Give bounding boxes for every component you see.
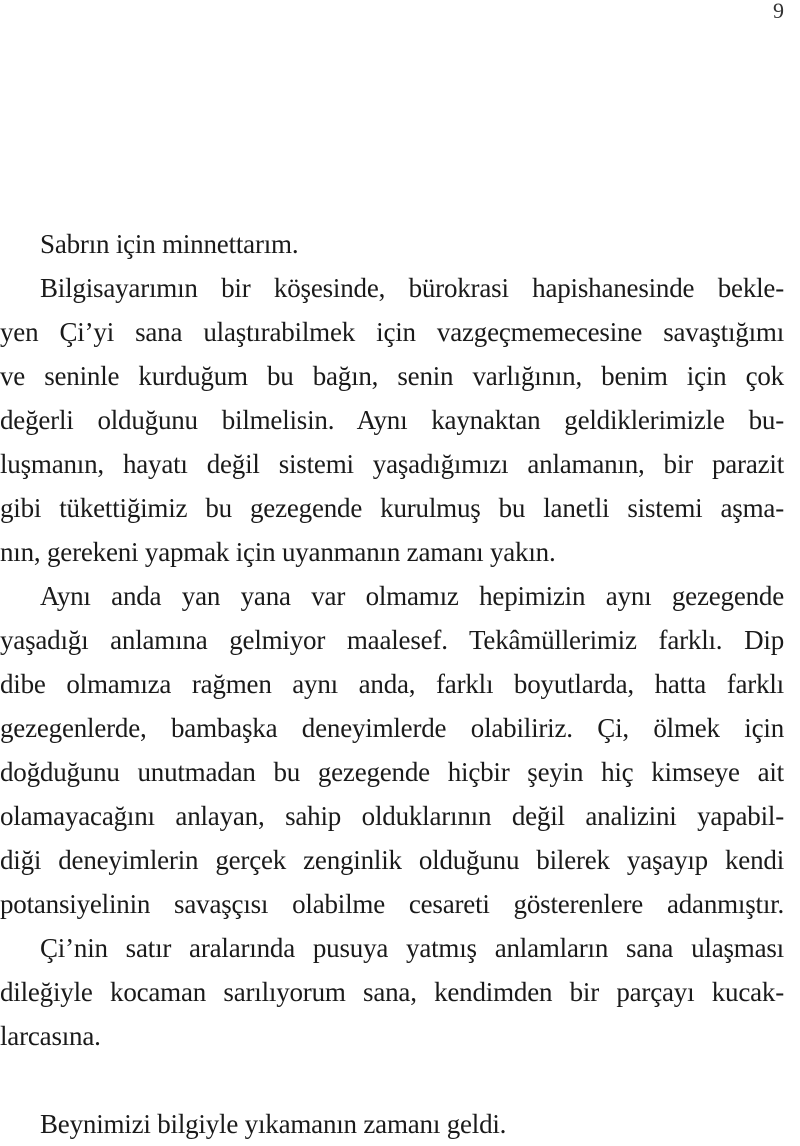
paragraph-line: gezegenlerde, bambaşka deneyimlerde olabiliriz. Çi, ölmek için bbox=[0, 713, 784, 743]
paragraph-line: Bilgisayarımın bir köşesinde, bürokrasi hapishanesinde bekle- bbox=[40, 273, 784, 303]
paragraph-line: larcasına. bbox=[0, 1021, 101, 1051]
paragraph-line: Sabrın için minnettarım. bbox=[40, 229, 299, 259]
paragraph-line: yen Çi’yi sana ulaştırabilmek için vazgeçmemecesine savaştığımı bbox=[0, 317, 784, 347]
paragraph-line: nın, gerekeni yapmak için uyanmanın zamanı yakın. bbox=[0, 537, 556, 567]
paragraph-line: ve seninle kurduğum bu bağın, senin varlığının, benim için çok bbox=[0, 361, 784, 391]
paragraph-line: potansiyelinin savaşçısı olabilme cesareti gösterenlere adanmıştır. bbox=[0, 889, 784, 919]
paragraph-line: Aynı anda yan yana var olmamız hepimizin aynı gezegende bbox=[40, 581, 784, 611]
paragraph-gap bbox=[0, 1058, 784, 1102]
paragraph-line: diği deneyimlerin gerçek zenginlik olduğunu bilerek yaşayıp kendi bbox=[0, 845, 784, 875]
body-text bbox=[0, 222, 784, 1146]
paragraph-line: dileğiyle kocaman sarılıyorum sana, kendimden bir parçayı kucak- bbox=[0, 977, 784, 1007]
closing-line: Beynimizi bilgiyle yıkamanın zamanı geldi. bbox=[40, 1109, 507, 1139]
paragraph-line: doğduğunu unutmadan bu gezegende hiçbir şeyin hiç kimseye ait bbox=[0, 757, 784, 787]
paragraph-line: yaşadığı anlamına gelmiyor maalesef. Tekâmüllerimiz farklı. Dip bbox=[0, 625, 784, 655]
page-number: 9 bbox=[773, 0, 784, 23]
paragraph-line: gibi tükettiğimiz bu gezegende kurulmuş bu lanetli sistemi aşma- bbox=[0, 493, 784, 523]
paragraph-line: dibe olmamıza rağmen aynı anda, farklı boyutlarda, hatta farklı bbox=[0, 669, 784, 699]
paragraph-line: değerli olduğunu bilmelisin. Aynı kaynaktan geldiklerimizle bu- bbox=[0, 405, 784, 435]
paragraph-line: Çi’nin satır aralarında pusuya yatmış anlamların sana ulaşması bbox=[40, 933, 784, 963]
paragraph-line: olamayacağını anlayan, sahip olduklarının değil analizini yapabil- bbox=[0, 801, 784, 831]
paragraph-line: luşmanın, hayatı değil sistemi yaşadığımızı anlamanın, bir parazit bbox=[0, 449, 784, 479]
